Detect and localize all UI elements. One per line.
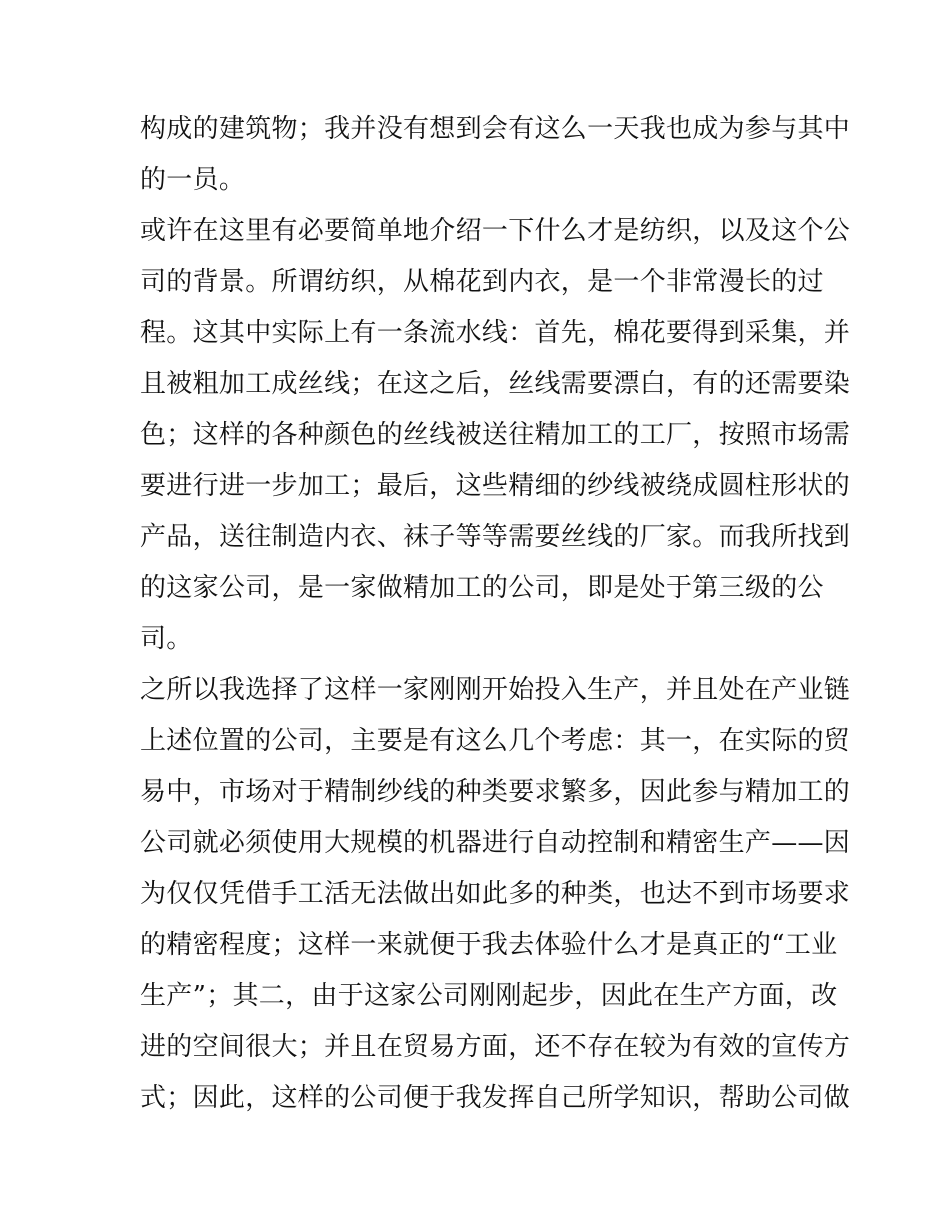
text-line: 且被粗加工成丝线；在这之后，丝线需要漂白，有的还需要染 [140, 369, 851, 399]
text-line: 易中，市场对于精制纱线的种类要求繁多，因此参与精加工的 [140, 777, 851, 807]
text-line: 的这家公司，是一家做精加工的公司，即是处于第三级的公 [140, 573, 824, 603]
text-line: 式；因此，这样的公司便于我发挥自己所学知识，帮助公司做 [140, 1083, 851, 1113]
text-line: 色；这样的各种颜色的丝线被送往精加工的工厂，按照市场需 [140, 420, 851, 450]
text-line: 司的背景。所谓纺织，从棉花到内衣，是一个非常漫长的过 [140, 267, 824, 297]
text-line: 生产”；其二，由于这家公司刚刚起步，因此在生产方面，改 [140, 981, 838, 1011]
text-line: 要进行进一步加工；最后，这些精细的纱线被绕成圆柱形状的 [140, 471, 851, 501]
text-line: 的一员。 [140, 165, 246, 195]
text-line: 程。这其中实际上有一条流水线：首先，棉花要得到采集，并 [140, 318, 851, 348]
text-line: 为仅仅凭借手工活无法做出如此多的种类，也达不到市场要求 [140, 879, 851, 909]
text-line: 构成的建筑物；我并没有想到会有这么一天我也成为参与其中 [140, 114, 851, 144]
text-line: 公司就必须使用大规模的机器进行自动控制和精密生产——因 [140, 828, 851, 858]
text-line: 进的空间很大；并且在贸易方面，还不存在较为有效的宣传方 [140, 1032, 851, 1062]
text-line: 产品，送往制造内衣、袜子等等需要丝线的厂家。而我所找到 [140, 522, 851, 552]
text-line: 上述位置的公司，主要是有这么几个考虑：其一，在实际的贸 [140, 726, 851, 756]
text-line: 或许在这里有必要简单地介绍一下什么才是纺织，以及这个公 [140, 216, 851, 246]
text-line: 司。 [140, 624, 193, 654]
body-text [140, 104, 851, 1124]
text-line: 之所以我选择了这样一家刚刚开始投入生产，并且处在产业链 [140, 675, 851, 705]
text-line: 的精密程度；这样一来就便于我去体验什么才是真正的“工业 [140, 930, 838, 960]
